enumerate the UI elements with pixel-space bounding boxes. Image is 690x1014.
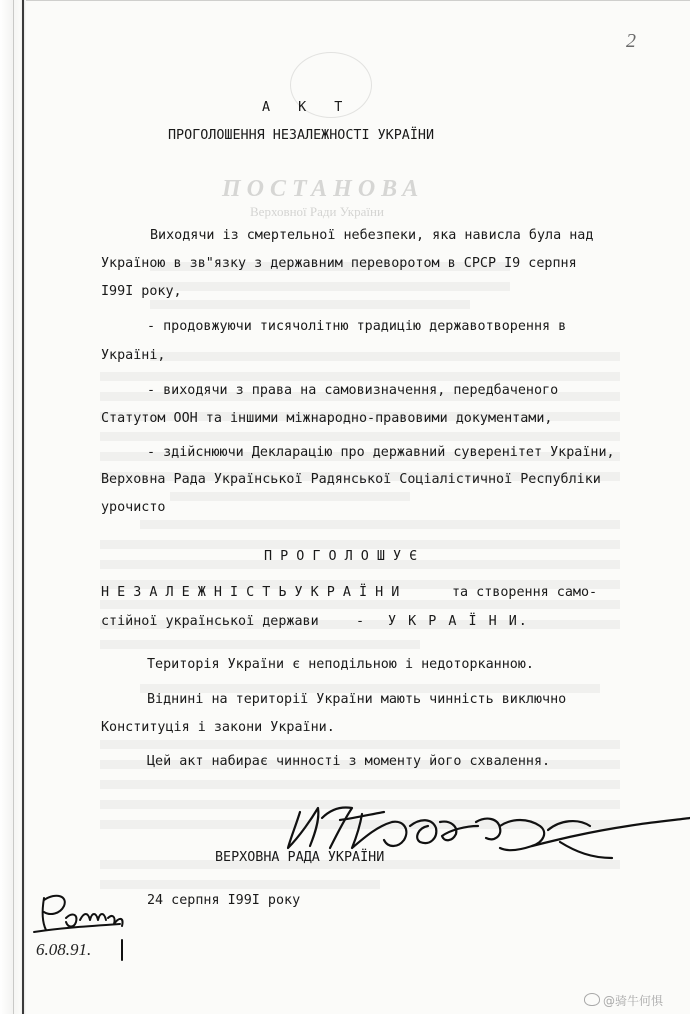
independence-word: Н Е З А Л Е Ж Н І С Т Ь У К Р А Ї Н И xyxy=(101,585,400,600)
body-line: Виходячи із смертельної небезпеки, яка нависла була над xyxy=(150,228,594,243)
body-line: Україні, xyxy=(101,348,166,363)
closing-line: Цей акт набирає чинності з моменту його схвалення. xyxy=(147,754,551,769)
watermark-text: @骑牛何惧 xyxy=(603,994,664,1008)
state-line-end: У К Р А Ї Н И. xyxy=(388,614,529,629)
closing-line: Віднині на території України мають чинність виключно xyxy=(147,692,567,707)
ghost-title: ПОСТАНОВА xyxy=(222,176,425,202)
weibo-icon xyxy=(584,993,600,1006)
state-line-dash: - xyxy=(356,614,365,629)
body-line: Верховна Рада Української Радянської Соціалістичної Республіки xyxy=(101,472,601,487)
body-line: Україною в зв"язку з державним переворотом в СРСР І9 серпня xyxy=(101,256,577,271)
ghost-subtitle: Верховної Ради України xyxy=(250,204,384,219)
document-title: А К Т xyxy=(262,100,353,115)
watermark xyxy=(584,992,663,1009)
closing-line: Територія України є неподільною і недоторканною. xyxy=(147,657,534,672)
page-number: 2 xyxy=(626,30,636,52)
body-line: - виходячи з права на самовизначення, передбаченого xyxy=(147,383,559,398)
handwritten-date-note: 6.08.91. xyxy=(36,940,92,959)
closing-line: Конституція і закони України. xyxy=(101,720,335,735)
body-line: І99І року, xyxy=(101,284,182,299)
body-line: - продовжуючи тисячолітню традицію державотворення в xyxy=(147,319,567,334)
document-subtitle: ПРОГОЛОШЕННЯ НЕЗАЛЕЖНОСТІ УКРАЇНИ xyxy=(168,128,435,143)
body-line: урочисто xyxy=(101,500,166,515)
body-line: Статутом ООН та іншими міжнародно-правовими документами, xyxy=(101,411,553,426)
signatory: ВЕРХОВНА РАДА УКРАЇНИ xyxy=(215,850,385,865)
body-line: - здійснюючи Декларацію про державний суверенітет України, xyxy=(147,445,615,460)
independence-tail: та створення само- xyxy=(452,585,598,600)
document-date: 24 серпня І99І року xyxy=(147,893,301,908)
proclaims-heading: П Р О Г О Л О Ш У Є xyxy=(264,549,418,564)
state-line-start: стійної української держави xyxy=(101,614,319,629)
